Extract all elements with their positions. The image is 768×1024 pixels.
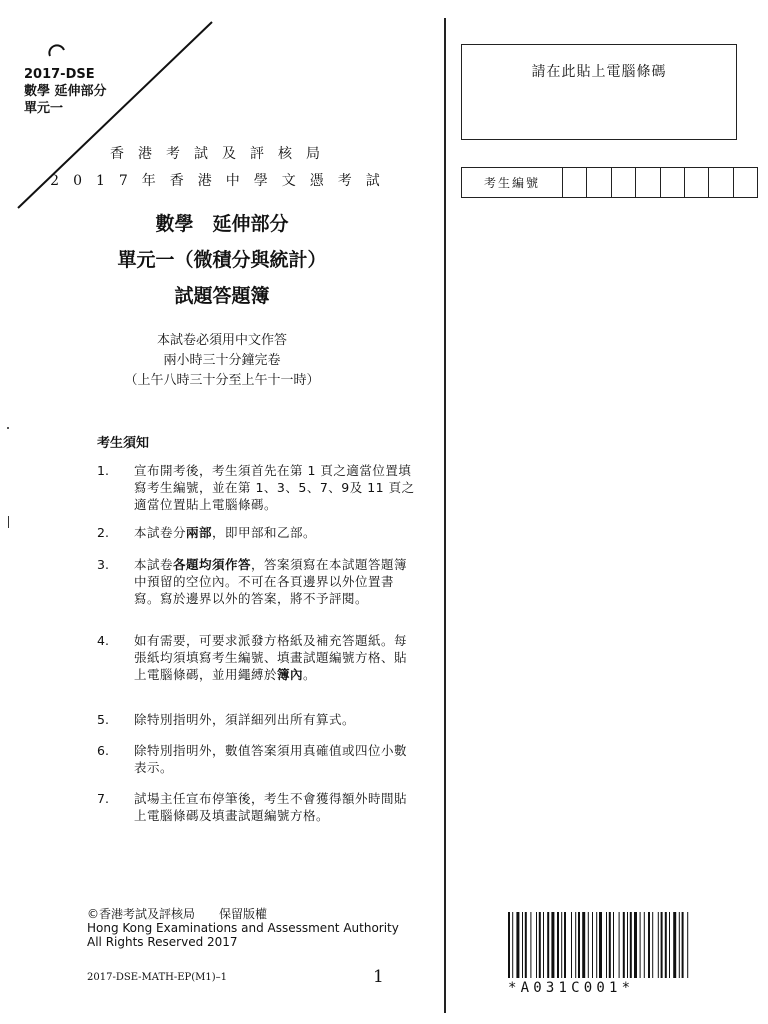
corner-line-3: 單元一 (24, 101, 64, 116)
barcode-bar (530, 912, 531, 978)
barcode-bar (658, 912, 659, 978)
barcode-bar (557, 912, 559, 978)
barcode-bar (619, 912, 620, 978)
note-emphasis: 兩部 (186, 525, 213, 540)
barcode-bar (661, 912, 663, 978)
language-note: 本試卷必須用中文作答 (156, 333, 287, 348)
note-item (97, 790, 417, 824)
barcode-bar (596, 912, 597, 978)
barcode-bar (561, 912, 562, 978)
corner-mark-icon (49, 45, 64, 56)
note-emphasis: 簿內 (277, 667, 304, 682)
candidate-number-field[interactable] (461, 167, 758, 198)
note-text: 除特別指明外，須詳細列出所有算式。 (134, 712, 356, 727)
barcode-bar (644, 912, 645, 978)
candidate-number-label: 考生編號 (462, 168, 563, 197)
candidate-number-cell[interactable] (636, 168, 660, 197)
notes-title: 考生須知 (97, 436, 150, 451)
barcode-bar (575, 912, 576, 978)
candidate-number-cell[interactable] (661, 168, 685, 197)
barcode-label: *A031C001* (508, 980, 635, 996)
note-item (97, 711, 417, 728)
exam-instructions-summary (0, 331, 444, 391)
barcode-bar (512, 912, 513, 978)
title-subject: 數學 延伸部分 (155, 213, 289, 235)
note-number: 3. (97, 557, 109, 572)
barcode-bar (571, 912, 572, 978)
barcode-bar (679, 912, 680, 978)
barcode-bar (539, 912, 541, 978)
barcode-bar (682, 912, 684, 978)
corner-label (24, 66, 107, 117)
note-number: 2. (97, 525, 109, 540)
exam-name: 2017年香港中學文憑考試 (50, 173, 394, 189)
copyright-notice (87, 907, 399, 949)
note-text: 除特別指明外，數值答案須用真確值或四位小數表示。 (134, 743, 408, 775)
barcode-bar (606, 912, 607, 978)
barcode-image (508, 912, 736, 978)
note-item (97, 632, 417, 683)
corner-line-2: 數學 延伸部分 (24, 84, 107, 99)
note-item (97, 462, 417, 513)
corner-line-1: 2017-DSE (24, 67, 95, 82)
barcode-bar (613, 912, 614, 978)
note-number: 4. (97, 633, 109, 648)
barcode-bar (588, 912, 589, 978)
note-number: 1. (97, 463, 109, 478)
note-number: 6. (97, 743, 109, 758)
barcode-bar (673, 912, 676, 978)
barcode-bar (623, 912, 625, 978)
barcode-bar (543, 912, 544, 978)
barcode-bar (609, 912, 611, 978)
barcode-bar (627, 912, 628, 978)
time-note: （上午八時三十分至上午十一時） (124, 373, 320, 388)
barcode-bar (665, 912, 667, 978)
title-module: 單元一（微積分與統計） (117, 249, 327, 271)
note-item (97, 742, 417, 776)
barcode-sticker-box[interactable] (461, 44, 737, 140)
barcode-bar (522, 912, 523, 978)
duration-note: 兩小時三十分鐘完卷 (163, 353, 281, 368)
barcode-bar (508, 912, 510, 978)
note-number: 7. (97, 791, 109, 806)
candidate-number-cell[interactable] (709, 168, 733, 197)
barcode-bar (669, 912, 670, 978)
barcode-bar (536, 912, 537, 978)
scan-dot (7, 427, 9, 429)
barcode-bar (640, 912, 641, 978)
candidate-number-cell[interactable] (587, 168, 611, 197)
barcode-bar (599, 912, 602, 978)
candidate-number-cell[interactable] (563, 168, 587, 197)
note-text: 本試卷分兩部，即甲部和乙部。 (134, 525, 317, 540)
copyright-rights: All Rights Reserved 2017 (87, 935, 238, 949)
barcode-bar (687, 912, 688, 978)
barcode-bar (648, 912, 650, 978)
barcode-bar (578, 912, 580, 978)
barcode-bar (551, 912, 554, 978)
barcode-bar (630, 912, 632, 978)
note-text: 本試卷各題均須作答，答案須寫在本試題答題簿中預留的空位內。不可在各頁邊界以外位置書寫。寫於邊界以外的答案，將不予評閱。 (134, 557, 408, 606)
barcode-bar (516, 912, 519, 978)
note-item (97, 556, 417, 607)
note-item (97, 524, 417, 541)
barcode-bar (547, 912, 549, 978)
barcode-bar (592, 912, 593, 978)
candidate-number-cell[interactable] (734, 168, 757, 197)
barcode-bar (525, 912, 527, 978)
title-booklet: 試題答題簿 (174, 285, 270, 307)
organization-name: 香港考試及評核局 (110, 146, 334, 162)
candidate-number-cell[interactable] (612, 168, 636, 197)
note-text: 如有需要，可要求派發方格紙及補充答題紙。每張紙均須填寫考生編號、填畫試題編號方格、貼上電腦條碼，並用繩縛於簿內。 (134, 633, 408, 682)
margin-line (444, 18, 446, 1013)
note-number: 5. (97, 712, 109, 727)
page-number: 1 (373, 967, 384, 987)
margin-tick (8, 516, 9, 528)
note-emphasis: 各題均須作答 (173, 557, 252, 572)
note-text: 宣布開考後，考生須首先在第 1 頁之適當位置填寫考生編號，並在第 1、3、5、7、9及 11 頁之適當位置貼上電腦條碼。 (134, 463, 415, 512)
copyright-english: Hong Kong Examinations and Assessment Authority (87, 921, 399, 935)
candidate-number-cell[interactable] (685, 168, 709, 197)
barcode-bar (582, 912, 585, 978)
barcode-bar (564, 912, 566, 978)
paper-code: 2017-DSE-MATH-EP(M1)–1 (87, 972, 228, 983)
copyright-chinese: ©香港考試及評核局 保留版權 (87, 907, 268, 921)
note-text: 試場主任宣布停筆後，考生不會獲得額外時間貼上電腦條碼及填畫試題編號方格。 (134, 791, 408, 823)
barcode-bar (634, 912, 637, 978)
barcode-sticker-label: 請在此貼上電腦條碼 (531, 64, 667, 80)
barcode-bar (652, 912, 653, 978)
